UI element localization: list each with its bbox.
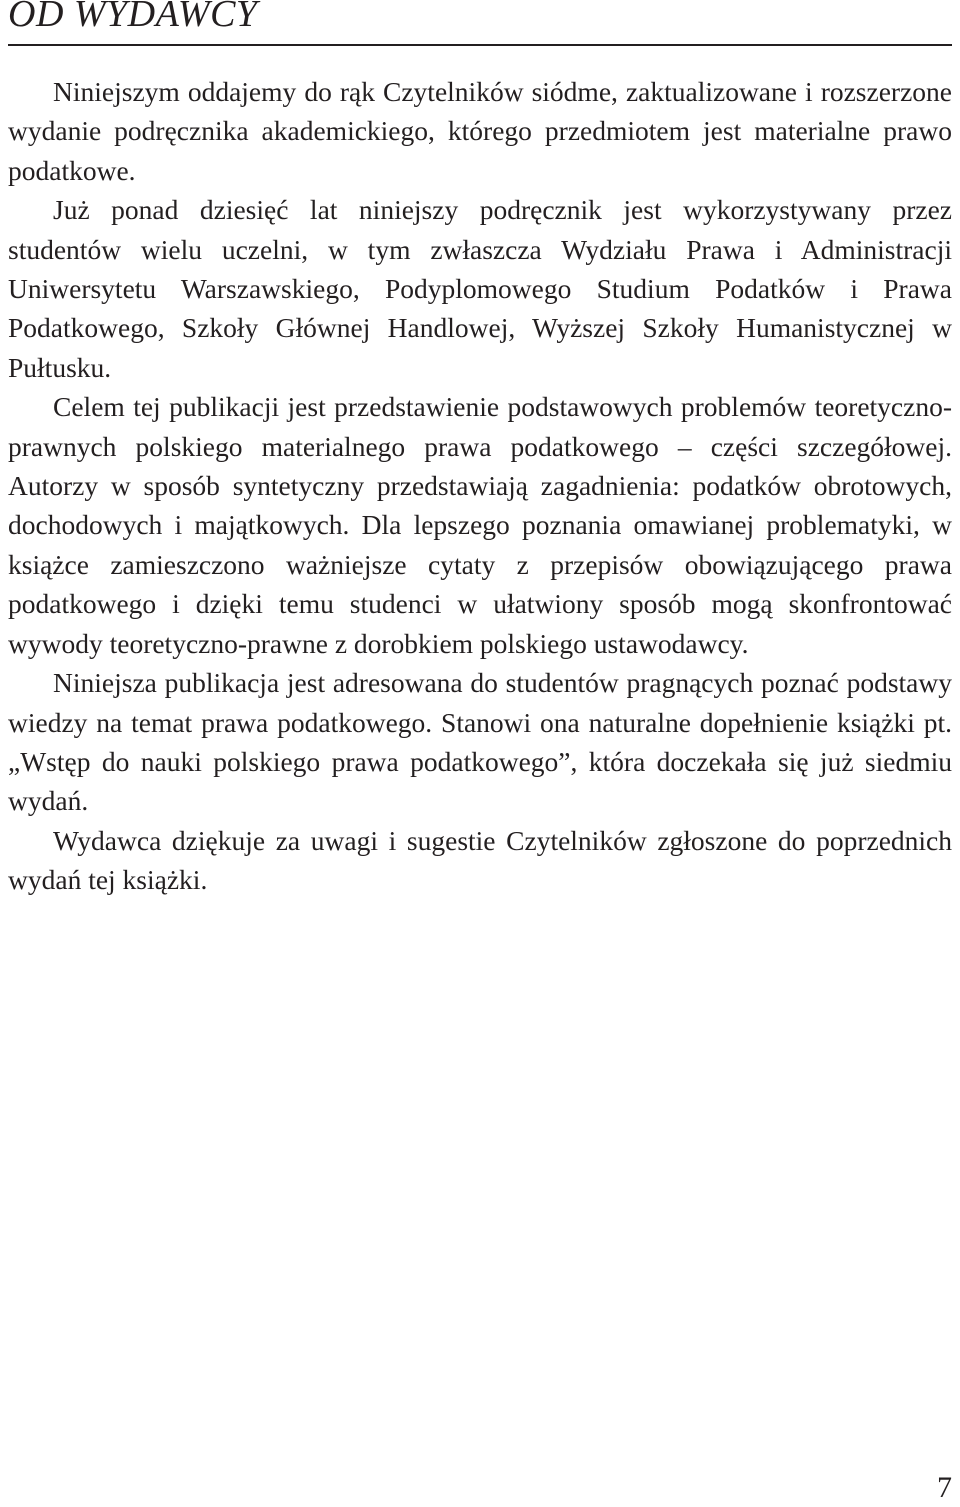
page-title: OD WYDAWCY bbox=[8, 0, 258, 35]
page-number: 7 bbox=[937, 1471, 952, 1504]
paragraph-5: Wydawca dziękuje za uwagi i sugestie Czytelników zgłoszone do poprzednich wydań tej książki. bbox=[8, 824, 952, 896]
body-text bbox=[8, 72, 952, 900]
page-header bbox=[8, 0, 952, 46]
paragraph-2: Już ponad dziesięć lat niniejszy podręcznik jest wykorzystywany przez studentów wielu uczelni, w tym zwłaszcza Wydziału Prawa i Administracji Uniwersytetu Warszawskiego, Podyplomowego Studium Podatków i Prawa Podatkowego, Szkoły Głównej Handlowej, Wyższej Szkoły Humanistycznej w Pułtusku. bbox=[8, 194, 952, 383]
paragraph-4: Niniejsza publikacja jest adresowana do studentów pragnących poznać podstawy wiedzy na temat prawa podatkowego. Stanowi ona naturalne dopełnienie książki pt. „Wstęp do nauki polskiego prawa podatkowego”, która doczekała się już siedmiu wydań. bbox=[8, 667, 952, 817]
paragraph-1: Niniejszym oddajemy do rąk Czytelników siódme, zaktualizowane i rozszerzone wydanie podręcznika akademickiego, którego przedmiotem jest materialne prawo podatkowe. bbox=[8, 76, 952, 186]
paragraph-3: Celem tej publikacji jest przedstawienie podstawowych problemów teoretyczno-prawnych polskiego materialnego prawa podatkowego – części szczegółowej. Autorzy w sposób syntetyczny przedstawiają zagadnienia: podatków obrotowych, dochodowych i majątkowych. Dla lepszego poznania omawianej problematyki, w książce zamieszczono ważniejsze cytaty z przepisów obowiązującego prawa podatkowego i dzięki temu studenci w ułatwiony sposób mogą skonfrontować wywody teoretyczno-prawne z dorobkiem polskiego ustawodawcy. bbox=[8, 391, 952, 659]
